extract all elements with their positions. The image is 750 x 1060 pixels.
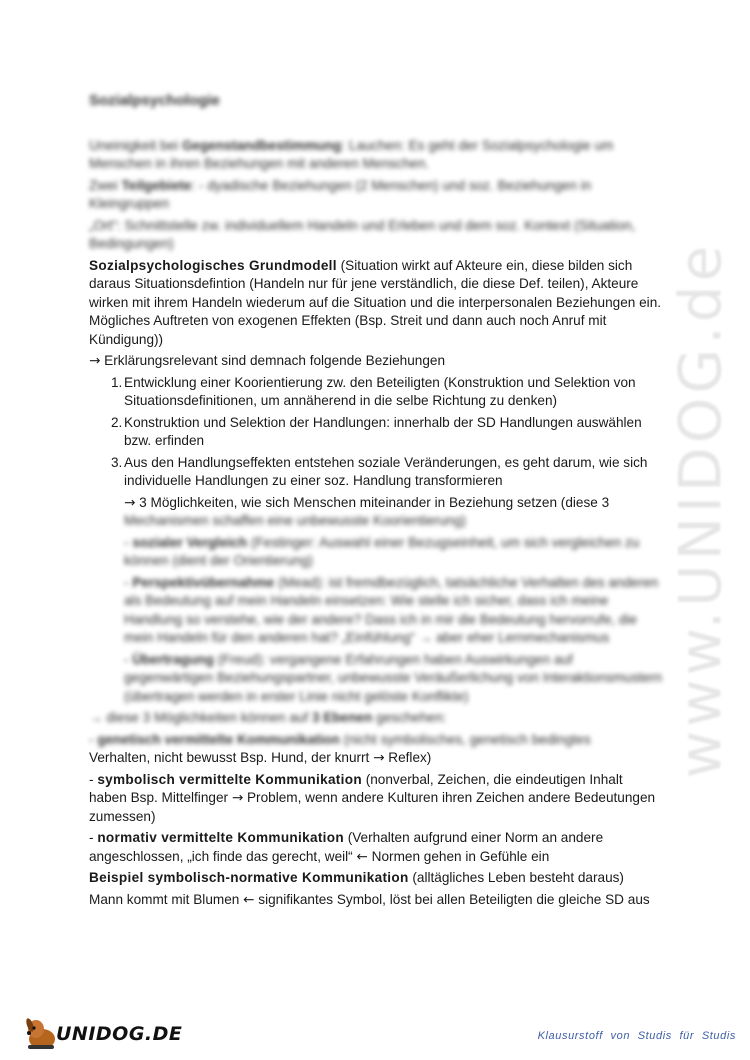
list-item: 3. Aus den Handlungseffekten entstehen soziale Veränderungen, es geht darum, wie sich individuelle Handlungen zu einer soz. Handlung transformieren xyxy=(111,454,648,488)
arrow-right-icon: → xyxy=(373,750,385,766)
relevance-line: → Erklärungsrelevant sind demnach folgende Beziehungen xyxy=(89,353,445,369)
logo-text: UNIDOG.DE xyxy=(56,1023,183,1045)
arrow-right-icon: → xyxy=(124,494,136,511)
symbolisch-paragraph: - symbolisch vermittelte Kommunikation (nonverbal, Zeichen, die eindeutigen Inhalt haben Bsp. Mittelfinger → Problem, wenn andere Kulturen ihren Zeichen andere Bedeutungen zumessen) xyxy=(89,771,656,824)
numbered-list xyxy=(89,374,664,491)
intro-paragraph-1: Uneinigkeit bei Gegenstandbestimmung: Lauchen: Es geht der Sozialpsychologie um Menschen in ihren Beziehungen mit anderen Menschen. xyxy=(89,137,614,171)
arrow-right-icon: → xyxy=(231,790,244,806)
arrow-left-icon: ← xyxy=(243,891,255,908)
uebertragung-paragraph: - Übertragung (Freud): vergangene Erfahrungen haben Auswirkungen auf gegenwärtigen Beziehungspartner, unbewusste Veräußerlichung von Interaktionsmustern (übertragen werden in erster Linie nicht gelöste Konflikte) xyxy=(124,651,663,704)
perspektiv-paragraph: - Perspektivübernahme (Mead): ist fremdbezüglich, tatsächliche Verhalten des anderen als Bedeutung auf mein Handeln einsetzen: Wie stelle ich sicher, dass ich meine Handlung so verstehe, wie der andere? Dass ich in mir die Bedeutung hervorrufe, die mein Handeln für den anderen hat? „Einfühlung“ → aber eher Lernmechanismus xyxy=(124,574,659,645)
watermark-text: www.UNIDOG.de xyxy=(666,241,734,779)
list-item: 1. Entwicklung einer Koorientierung zw. den Beteiligten (Konstruktion und Selektion von Situationsdefinitionen, um annäherend in die selbe Richtung zu denken) xyxy=(111,374,636,408)
arrow-left-icon: ← xyxy=(356,848,368,865)
arrow-right-icon: → xyxy=(89,353,101,369)
list-item: 2. Konstruktion und Selektion der Handlungen: innerhalb der SD Handlungen auswählen bzw. erfinden xyxy=(111,414,642,448)
mechanismen-line: Mechanismen schaffen eine unbewusste Koorientierung) xyxy=(124,513,467,528)
unidog-logo xyxy=(22,1013,183,1055)
intro-paragraph-3: „Ort“: Schnittstelle zw. individuellem Handeln und Erleben und dem soz. Kontext (Situation, Bedingungen) xyxy=(89,217,636,251)
genetisch-line: - genetisch vermittelte Kommunikation (nicht symbolisches, genetisch bedingtes xyxy=(89,731,591,747)
blurred-middle-outdented xyxy=(89,709,664,749)
intro-paragraph-2: Zwei Teilgebiete: - dyadische Beziehungen (2 Menschen) und soz. Beziehungen in Kleingruppen xyxy=(89,177,592,211)
verhalten-line: Verhalten, nicht bewusst Bsp. Hund, der knurrt → Reflex) xyxy=(89,750,432,766)
blurred-header xyxy=(89,92,664,254)
page-title: Sozialpsychologie xyxy=(89,92,220,109)
blurred-middle-indented xyxy=(124,512,664,706)
footer-tagline: Klausurstoff von Studis für Studis xyxy=(537,1030,736,1042)
indented-block xyxy=(89,494,664,707)
vergleich-paragraph: - sozialer Vergleich (Festinger: Auswahl einer Bezugseinheit, um sich vergleichen zu können (dient der Orientierung) xyxy=(124,534,640,568)
ebenen-line: → diese 3 Möglichkeiten können auf 3 Ebenen geschehen: xyxy=(89,710,447,725)
mann-paragraph: Mann kommt mit Blumen ← signifikantes Symbol, löst bei allen Beteiligten die gleiche SD aus xyxy=(89,891,650,908)
grundmodell-paragraph: Sozialpsychologisches Grundmodell (Situation wirkt auf Akteure ein, diese bilden sich daraus Situationsdefintion (Handeln nur für jene verständlich, die diese Def. teilen), Akteure wirken mit ihrem Handeln wiederum auf die Situation und die interpersonalen Beziehungen ein. Mögliches Auftreten von exogenen Effekten (Bsp. Streit und dann auch noch Anruf mit Kündigung)) xyxy=(89,257,662,347)
moeglichkeiten-line: → 3 Möglichkeiten, wie sich Menschen miteinander in Beziehung setzen (diese 3 xyxy=(124,494,610,511)
beispiel-paragraph: Beispiel symbolisch-normative Kommunikation (alltägliches Leben besteht daraus) xyxy=(89,870,624,885)
normativ-paragraph: - normativ vermittelte Kommunikation (Verhalten aufgrund einer Norm an andere angeschlossen, „ich finde das gerecht, weil“ ← Normen gehen in Gefühle ein xyxy=(89,830,604,865)
document-content xyxy=(89,92,664,912)
